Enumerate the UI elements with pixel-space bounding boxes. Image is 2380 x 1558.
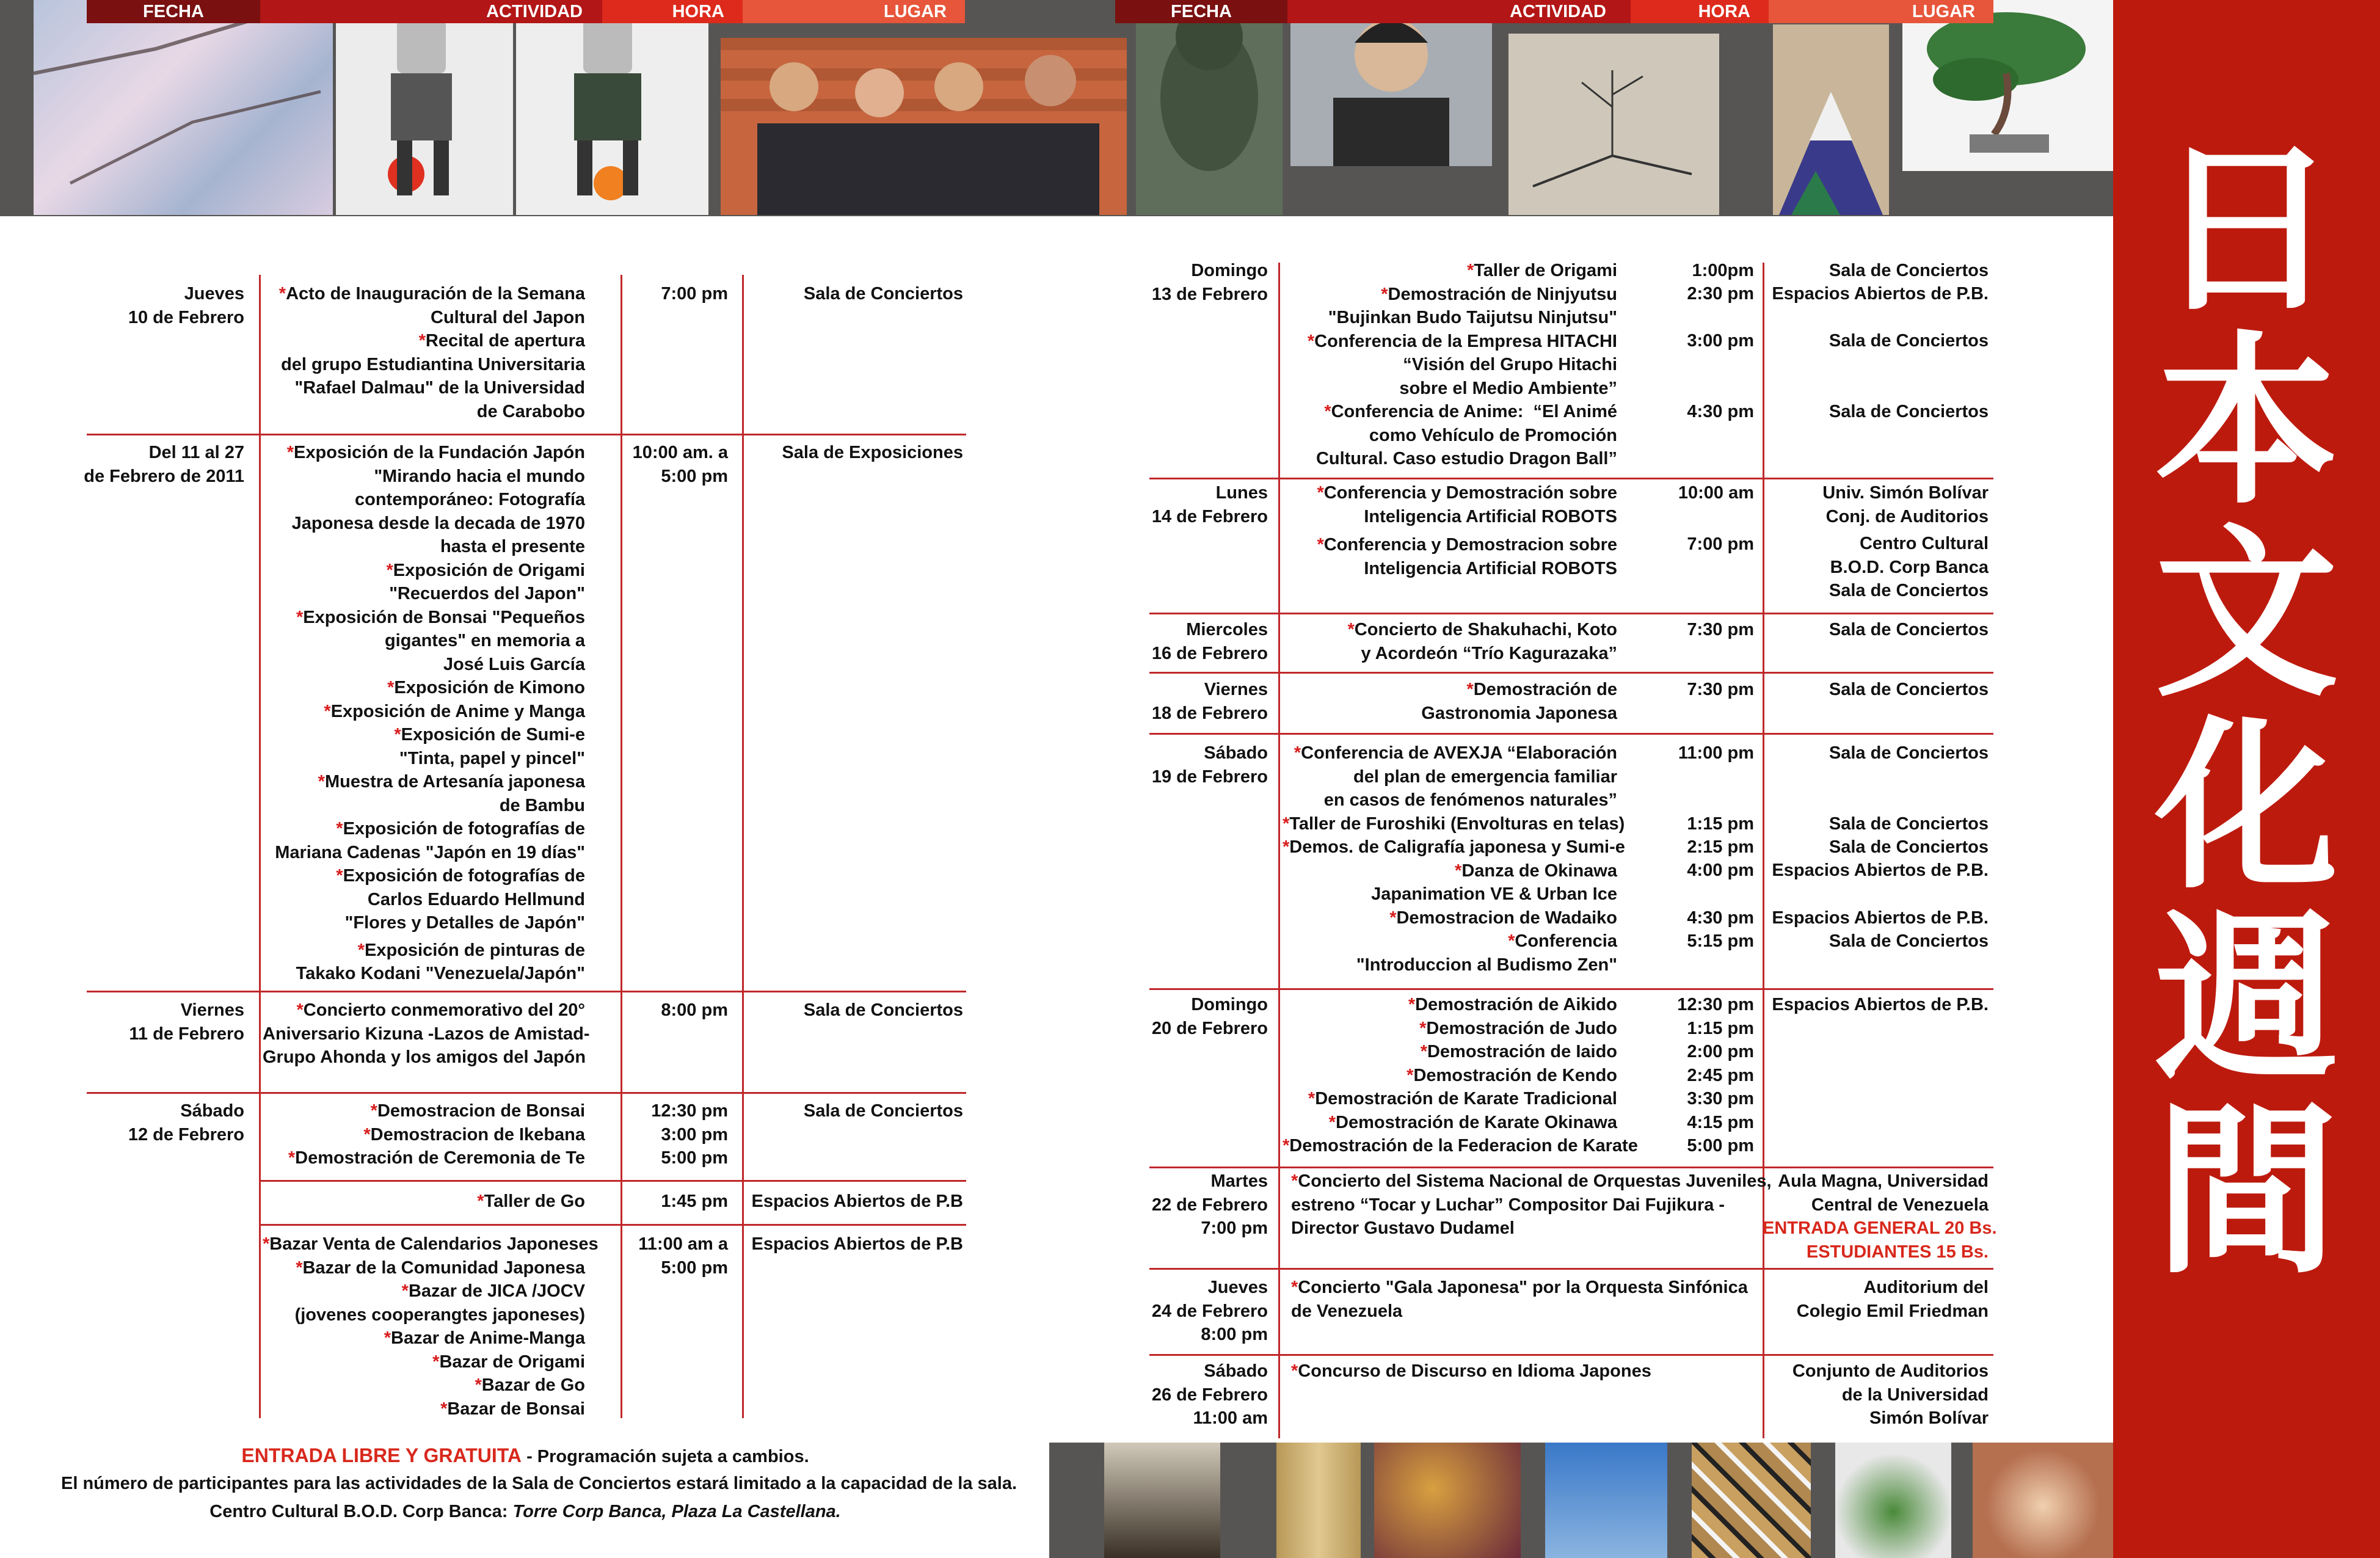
activity-item: "Mirando hacia el mundo (374, 466, 585, 486)
bullet-star-icon: * (1389, 908, 1397, 928)
title-kanji-2: 本 (2155, 313, 2338, 529)
bullet-star-icon: * (1294, 743, 1301, 763)
fecha-lunes-14: Lunes 14 de Febrero (1151, 483, 1268, 526)
activity-item: *Demostración de Ceremonia de Te (288, 1148, 585, 1168)
activity-item: *Demos. de Caligrafía japonesa y Sumi-e (1283, 837, 1625, 857)
activity-item: José Luis García (443, 654, 585, 674)
activity-item: de Bambu (499, 795, 585, 815)
bullet-star-icon: * (318, 772, 325, 792)
activity-list (1283, 259, 1617, 471)
title-kanji-1: 日 (2155, 121, 2338, 337)
activity-item: *Concierto de Shakuhachi, Koto (1347, 620, 1617, 639)
fecha-sabado-19: Sábado 19 de Febrero (1151, 743, 1268, 787)
activity-item: *Exposición de Sumi-e (394, 725, 585, 744)
hora: 3:30 pm (1687, 1089, 1754, 1108)
activity-item: del grupo Estudiantina Universitaria (281, 354, 585, 374)
hora: 4:30 pm (1687, 908, 1754, 928)
bullet-star-icon: * (432, 1352, 440, 1372)
activity-item: "Recuerdos del Japon" (389, 584, 585, 603)
hora: 8:00 pm (661, 1000, 728, 1020)
hora: 2:30 pm (1687, 284, 1754, 304)
lugar: Sala de Conciertos (1829, 680, 1989, 699)
bullet-star-icon: * (357, 940, 365, 960)
activity-item: *Exposición de fotografías de (336, 866, 585, 886)
activity-list (269, 282, 585, 423)
bullet-star-icon: * (401, 1281, 409, 1301)
bullet-star-icon: * (1420, 1042, 1427, 1061)
hora: 7:00 pm (661, 284, 728, 304)
fecha-sabado-26: Sábado 26 de Febrero 11:00 am (1151, 1361, 1268, 1428)
lugar: Aula Magna, Universidad Central de Venezuela (1778, 1171, 1989, 1215)
bullet-star-icon: * (1308, 1089, 1316, 1108)
bullet-star-icon: * (1419, 1018, 1427, 1038)
activity-list (1283, 993, 1638, 1158)
title-kanji-4: 化 (2155, 698, 2338, 914)
bullet-star-icon: * (1408, 995, 1416, 1014)
lugar: Sala de Conciertos (803, 1101, 963, 1121)
lugar: Conj. de Auditorios (1825, 506, 1989, 526)
activity-item: *Bazar de la Comunidad Japonesa (296, 1258, 585, 1278)
activity-item: (jovenes cooperangtes japoneses) (294, 1305, 585, 1325)
activity-item: *Danza de Okinawa (1455, 861, 1617, 881)
activity-item: Carlos Eduardo Hellmund (367, 889, 585, 909)
fecha-viernes-18: Viernes 18 de Febrero (1151, 680, 1268, 723)
lugar: Espacios Abiertos de P.B. (1772, 861, 1989, 880)
lugar: Centro Cultural (1859, 534, 1989, 553)
robot-photo-1 (336, 0, 513, 215)
robot-photo-2 (516, 0, 708, 215)
bullet-star-icon: * (336, 819, 343, 839)
lugar: B.O.D. Corp Banca (1830, 557, 1989, 577)
activity-item: estreno “Tocar y Luchar” Compositor Dai Fujikura - (1291, 1195, 1725, 1215)
lugar: Sala de Conciertos (1829, 814, 1989, 834)
activity-item: del plan de emergencia familiar (1353, 766, 1617, 787)
activity-item: *Exposición de Origami (386, 560, 585, 580)
bullet-star-icon: * (336, 866, 343, 886)
fecha-sabado-12: Sábado 12 de Febrero (128, 1101, 244, 1145)
activity-item: Japonesa desde la decada de 1970 (291, 513, 585, 533)
activity-item: *Demostración de la Federacion de Karate (1283, 1136, 1638, 1156)
activity-item: *Bazar de Anime-Manga (384, 1328, 585, 1348)
activity-item: Cultural del Japon (431, 307, 585, 327)
lugar: Sala de Conciertos (803, 284, 963, 304)
activity-item: gigantes" en memoria a (384, 631, 585, 650)
header-lugar: LUGAR (743, 0, 965, 23)
bullet-star-icon: * (1466, 261, 1474, 280)
lugar: Espacios Abiertos de P.B (751, 1234, 963, 1254)
activity-item: *Conferencia de Anime: “El Animé (1324, 402, 1617, 421)
bullet-star-icon: * (1455, 861, 1462, 881)
sumi-e-photo (1508, 34, 1719, 215)
activity-item: *Bazar de Bonsai (440, 1399, 585, 1419)
activity-list (1283, 678, 1617, 725)
bullet-star-icon: * (1328, 1112, 1336, 1132)
bullet-star-icon: * (1283, 814, 1290, 834)
lugar: Sala de Exposiciones (782, 443, 963, 462)
bullet-star-icon: * (1317, 535, 1324, 555)
hora-list (1634, 993, 1754, 1158)
lugar: Espacios Abiertos de P.B. (1772, 995, 1989, 1014)
activity-item: *Concierto conmemorativo del 20° (296, 1000, 585, 1020)
activity-item: *Conferencia y Demostracion sobre (1317, 535, 1617, 555)
bullet-star-icon: * (1407, 1065, 1414, 1085)
activity-item: *Demostración de Ninjyutsu (1381, 284, 1617, 304)
footer-line-2: El número de participantes para las actividades de la Sala de Conciertos estará limitado a la capacidad de la sala. (61, 1474, 1017, 1493)
activity-item: "Bujinkan Budo Taijutsu Ninjutsu" (1328, 308, 1617, 327)
fecha-jueves-10: Jueves 10 de Febrero (128, 284, 244, 327)
activity-item: *Exposición de fotografías de (336, 819, 585, 839)
activity-list (263, 1232, 599, 1421)
activity-item: *Demostración de (1466, 680, 1617, 699)
activity-list (1283, 481, 1617, 580)
fecha-miercoles-16: Miercoles 16 de Febrero (1151, 620, 1268, 663)
activity-item: *Exposición de la Fundación Japón (286, 443, 585, 462)
tea-room-photo (1104, 1443, 1220, 1558)
activity-item: Inteligencia Artificial ROBOTS (1364, 506, 1617, 526)
bullet-star-icon: * (1347, 620, 1355, 639)
bullet-star-icon: * (1283, 1136, 1290, 1156)
hora: 2:00 pm (1687, 1042, 1754, 1061)
hora: 3:00 pm (1687, 331, 1754, 351)
bullet-star-icon: * (386, 560, 393, 580)
bullet-star-icon: * (1291, 1361, 1298, 1381)
activity-item: como Vehículo de Promoción (1369, 425, 1617, 445)
activity-item: *Demostración de Iaido (1420, 1042, 1617, 1061)
bullet-star-icon: * (1317, 483, 1324, 503)
activity-item: *Acto de Inauguración de la Semana (278, 284, 585, 304)
bullet-star-icon: * (475, 1375, 482, 1395)
bullet-star-icon: * (296, 607, 304, 627)
title-kanji-5: 週 (2155, 890, 2338, 1106)
activity-item: *Exposición de Anime y Manga (324, 701, 585, 721)
lugar: Espacios Abiertos de P.B. (1772, 908, 1989, 928)
bullet-star-icon: * (1508, 931, 1515, 951)
hora: 4:15 pm (1687, 1112, 1754, 1132)
activity-item: *Conferencia de AVEXJA “Elaboración (1294, 743, 1617, 763)
activity-list (263, 441, 585, 986)
bullet-star-icon: * (1466, 680, 1474, 699)
activity-item: “Visión del Grupo Hitachi (1403, 355, 1617, 374)
bullet-star-icon: * (394, 725, 401, 744)
hora: 2:45 pm (1687, 1065, 1754, 1085)
bullet-star-icon: * (324, 701, 331, 721)
hora: 1:15 pm (1687, 814, 1754, 834)
activity-item: de Carabobo (476, 401, 585, 421)
bullet-star-icon: * (387, 678, 395, 697)
activity-list (1291, 1360, 1755, 1383)
bullet-star-icon: * (1283, 837, 1290, 857)
hora: 7:30 pm (1687, 620, 1754, 639)
bullet-star-icon: * (1291, 1278, 1298, 1297)
header-actividad: ACTIVIDAD (260, 0, 602, 23)
lugar: Univ. Simón Bolívar (1822, 483, 1989, 503)
buddha-sky-photo (1545, 1443, 1667, 1558)
fecha-viernes-11: Viernes 11 de Febrero (129, 1000, 244, 1044)
lugar: Sala de Conciertos (1829, 837, 1989, 857)
hora: 1:00pm (1692, 261, 1754, 280)
activity-item: *Concierto del Sistema Nacional de Orquestas Juveniles, (1291, 1171, 1772, 1191)
activity-list (263, 999, 590, 1069)
bullet-star-icon: * (363, 1124, 371, 1145)
lugar: Sala de Conciertos (1829, 402, 1989, 421)
activity-item: *Bazar de Go (475, 1375, 585, 1395)
activity-item: Takako Kodani "Venezuela/Japón" (296, 964, 585, 983)
activity-item: hasta el presente (440, 537, 585, 556)
lugar: Espacios Abiertos de P.B. (1772, 284, 1989, 304)
activity-item: y Acordeón “Trío Kagurazaka” (1361, 643, 1617, 663)
bonsai-photo (1902, 0, 2113, 171)
lugar: Sala de Conciertos (1829, 581, 1989, 600)
activity-item: *Demostración de Aikido (1408, 995, 1617, 1014)
bullet-star-icon: * (1324, 402, 1331, 421)
activity-item: *Conferencia de la Empresa HITACHI (1307, 331, 1617, 351)
fecha-domingo-13: Domingo 13 de Febrero (1151, 261, 1268, 304)
activity-item: *Exposición de pinturas de (357, 940, 585, 960)
footer-line-3: Centro Cultural B.O.D. Corp Banca: Torre Corp Banca, Plaza La Castellana. (209, 1502, 841, 1521)
fecha-del-11-al-27: Del 11 al 27 de Febrero de 2011 (84, 443, 244, 486)
activity-item: *Bazar de JICA /JOCV (401, 1281, 585, 1301)
hora: 5:15 pm (1687, 931, 1754, 951)
activity-list (1291, 1276, 1755, 1323)
portrait-photo (1290, 0, 1492, 166)
bullet-star-icon: * (263, 1234, 270, 1254)
bullet-star-icon: * (384, 1328, 391, 1348)
buddha-photo (1136, 0, 1283, 215)
bullet-star-icon: * (1307, 331, 1315, 351)
activity-item: *Concierto "Gala Japonesa" por la Orquesta Sinfónica (1291, 1278, 1748, 1297)
activity-item: Mariana Cadenas "Japón en 19 días" (275, 842, 585, 862)
activity-item: *Demostración de Judo (1419, 1018, 1617, 1038)
header-fecha: FECHA (1115, 0, 1287, 23)
activity-item: Inteligencia Artificial ROBOTS (1364, 558, 1617, 578)
activity-list (263, 1099, 585, 1170)
title-column (2113, 0, 2380, 1558)
bullet-star-icon: * (370, 1101, 377, 1121)
header-hora: HORA (1631, 0, 1769, 23)
hora: 7:30 pm (1687, 680, 1754, 699)
activity-item: *Recital de apertura (418, 331, 585, 351)
hora: 7:00 pm (1687, 534, 1754, 554)
activity-item: *Taller de Furoshiki (Envolturas en telas) (1283, 814, 1625, 834)
activity-item: "Rafael Dalmau" de la Universidad (294, 378, 585, 398)
fecha-domingo-20: Domingo 20 de Febrero (1151, 995, 1268, 1038)
bullet-star-icon: * (1291, 1171, 1298, 1191)
activity-item: Grupo Ahonda y los amigos del Japón (263, 1047, 586, 1067)
lugar: Sala de Conciertos (1829, 620, 1989, 639)
fecha-martes-22: Martes 22 de Febrero 7:00 pm (1151, 1171, 1268, 1238)
lugar: Sala de Conciertos (803, 1000, 963, 1020)
title-kanji-6: 間 (2155, 1083, 2338, 1298)
fuji-photo (1773, 24, 1889, 215)
activity-item: "Introduccion al Budismo Zen" (1356, 955, 1617, 975)
activity-item: *Demostracion de Ikebana (363, 1124, 585, 1145)
hora: 5:00 pm (1687, 1136, 1754, 1156)
go-board-photo (1692, 1443, 1811, 1558)
lugar: Auditorium del Colegio Emil Friedman (1796, 1278, 1989, 1321)
hora: 2:15 pm (1687, 837, 1754, 857)
activity-item: *Demostración de Karate Okinawa (1328, 1112, 1617, 1132)
activity-list (1291, 1170, 1772, 1240)
activity-item: *Concurso de Discurso en Idioma Japones (1291, 1361, 1651, 1381)
cherry-blossom-photo (34, 0, 333, 215)
activity-item: *Demostración de Kendo (1407, 1065, 1617, 1085)
bullet-star-icon: * (288, 1148, 296, 1168)
bullet-star-icon: * (296, 1000, 304, 1020)
activity-item: contemporáneo: Fotografía (354, 490, 585, 509)
activity-item: Cultural. Caso estudio Dragon Ball” (1316, 449, 1617, 468)
lugar: Conjunto de Auditorios de la Universidad Simón Bolívar (1792, 1361, 1989, 1428)
bento-photo (1374, 1443, 1521, 1558)
activity-item: *Exposición de Bonsai "Pequeños (296, 607, 585, 627)
activity-item: Japanimation VE & Urban Ice (1371, 884, 1617, 904)
bullet-star-icon: * (1381, 284, 1388, 304)
hora: 12:30 pm (1677, 995, 1754, 1014)
activity-item: *Conferencia y Demostración sobre (1317, 483, 1617, 503)
lugar: Espacios Abiertos de P.B (751, 1192, 963, 1211)
bowl-photo (1973, 1443, 2113, 1558)
activity-item: *Exposición de Kimono (387, 678, 585, 697)
hora: 4:00 pm (1687, 861, 1754, 880)
bullet-star-icon: * (296, 1258, 303, 1278)
activity-item: Aniversario Kizuna -Lazos de Amistad- (263, 1024, 590, 1044)
activity-item: Director Gustavo Dudamel (1291, 1218, 1515, 1238)
hora: 11:00 am a 5:00 pm (638, 1234, 728, 1278)
activity-item: *Bazar de Origami (432, 1352, 585, 1372)
activity-item: de Venezuela (1291, 1301, 1403, 1321)
hora: 1:45 pm (661, 1192, 728, 1211)
hora: 4:30 pm (1687, 402, 1754, 421)
header-fecha: FECHA (87, 0, 260, 23)
activity-item: *Taller de Origami (1466, 261, 1617, 280)
lugar: Sala de Conciertos (1829, 931, 1989, 951)
activity-item: "Flores y Detalles de Japón" (344, 913, 585, 933)
activity-item: *Conferencia (1508, 931, 1617, 951)
header-hora: HORA (602, 0, 743, 23)
hora: 1:15 pm (1687, 1018, 1754, 1038)
header-actividad: ACTIVIDAD (1287, 0, 1631, 23)
group-photo (721, 38, 1127, 215)
hora: 10:00 am (1678, 483, 1754, 503)
activity-item: en casos de fenómenos naturales” (1323, 790, 1617, 810)
activity-item: *Demostración de Karate Tradicional (1308, 1089, 1617, 1108)
title-kanji-3: 文 (2155, 506, 2338, 721)
lugar: Sala de Conciertos (1829, 331, 1989, 351)
activity-item: "Tinta, papel y pincel" (399, 748, 585, 768)
activity-item: *Bazar Venta de Calendarios Japoneses (263, 1234, 599, 1254)
bullet-star-icon: * (440, 1399, 448, 1419)
hora: 10:00 am. a 5:00 pm (632, 443, 728, 486)
activity-item: Gastronomia Japonesa (1421, 703, 1617, 723)
activity-list (1283, 741, 1625, 977)
hora: 11:00 pm (1678, 743, 1754, 763)
lugar: Sala de Conciertos (1829, 261, 1989, 280)
bullet-star-icon: * (286, 443, 294, 462)
entrada-general: ENTRADA GENERAL 20 Bs. ESTUDIANTES 15 Bs. (1763, 1218, 1997, 1262)
bamboo-scroll-photo (1276, 1443, 1361, 1558)
fecha-jueves-24: Jueves 24 de Febrero 8:00 pm (1151, 1278, 1268, 1344)
activity-item: *Muestra de Artesanía japonesa (318, 772, 585, 792)
hora: 12:30 pm 3:00 pm 5:00 pm (651, 1101, 728, 1168)
activity-list (1283, 618, 1617, 665)
ikebana-photo (1835, 1443, 1951, 1558)
activity-item: sobre el Medio Ambiente” (1399, 378, 1617, 398)
footer-line-1: ENTRADA LIBRE Y GRATUITA - Programación sujeta a cambios. (241, 1444, 809, 1466)
activity-item: *Taller de Go (477, 1192, 585, 1211)
lugar: Sala de Conciertos (1829, 743, 1989, 763)
activity-item: *Demostracion de Wadaiko (1389, 908, 1617, 928)
header-lugar: LUGAR (1769, 0, 1993, 23)
activity-item: *Demostracion de Bonsai (370, 1101, 585, 1121)
left-table-header (87, 230, 965, 253)
lugar-list (1769, 481, 1989, 603)
